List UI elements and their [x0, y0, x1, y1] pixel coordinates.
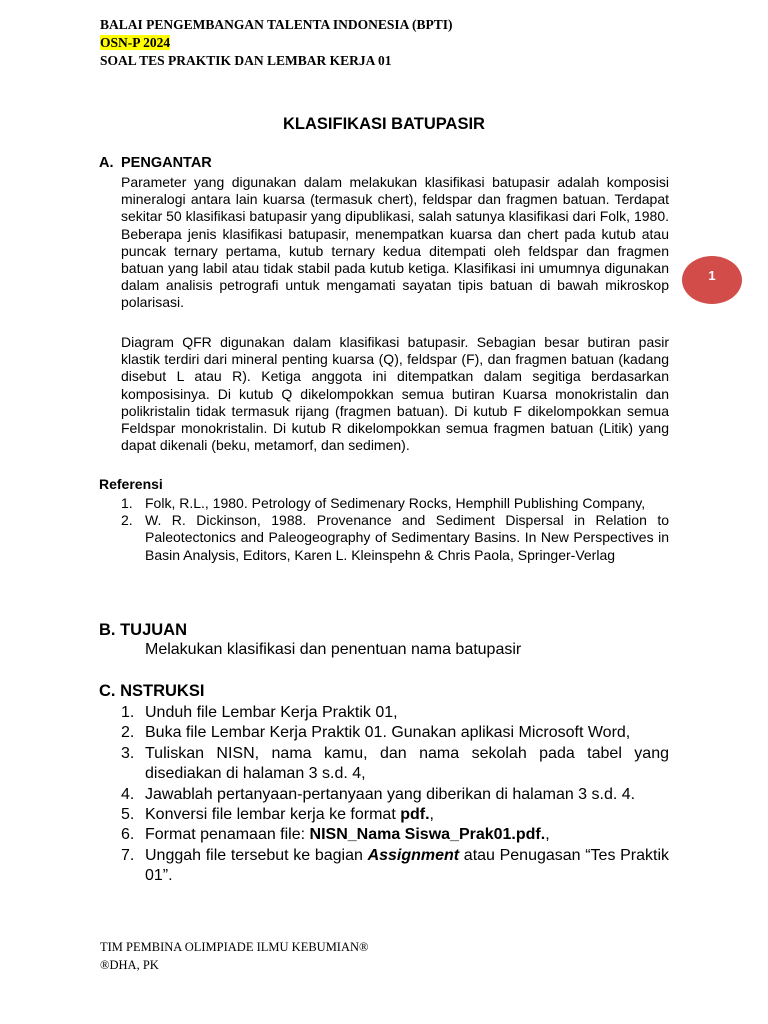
section-b-heading: B. TUJUAN	[99, 621, 188, 639]
instruction-text: Unggah file tersebut ke bagian	[145, 846, 368, 864]
instruction-number: 1.	[121, 704, 135, 721]
instructions-list	[121, 703, 669, 887]
instruction-number: 2.	[121, 724, 135, 742]
footer-authors: ®DHA, PK	[100, 958, 159, 972]
instruction-text-end: ,	[545, 826, 550, 844]
instruction-text-end: atau Penugasan “Tes Praktik 01”.	[145, 846, 670, 885]
instruction-text-end: ,	[429, 806, 434, 824]
instruction-text: Konversi file lembar kerja ke format	[145, 806, 401, 824]
section-a-heading	[99, 155, 212, 171]
instruction-number: 6.	[121, 826, 135, 844]
reference-text: W. R. Dickinson, 1988. Provenance and Sediment Dispersal in Relation to Paleotectonics and Paleogeography of Sedimentary Basins. In New Perspectives in Basin Analysis, Editors, Karen L. Kleinspehn & Chris Paola, Springer-Verlag	[145, 512, 669, 563]
instruction-emphasis: Assignment	[367, 846, 460, 864]
instruction-number: 5.	[121, 806, 135, 824]
page-number-badge[interactable]: 1	[682, 256, 742, 304]
instruction-item	[121, 744, 669, 785]
instruction-number: 4.	[121, 785, 135, 803]
intro-paragraph-1: Parameter yang digunakan dalam melakukan klasifikasi batupasir adalah komposisi mineralogi antara lain kuarsa (termasuk chert), feldspar dan fragmen batuan. Terdapat sekitar 50 klasifikasi batupasir yang dipublikasi, salah satunya klasifikasi dari Folk, 1980. Beberapa jenis klasifikasi batupasir, menempatkan kuarsa dan chert pada kutub atau puncak ternary pertama, kutub ternary kedua ditempati oleh feldspar dan fragmen batuan yang labil atau tidak stabil pada kutub ketiga. Klasifikasi ini umumnya digunakan dalam analisis petrografi untuk mengamati sayatan tipis batuan di bawah mikroskop polarisasi.	[121, 174, 669, 311]
references-list	[121, 495, 669, 564]
instruction-text: Jawablah pertanyaan-pertanyaan yang diberikan di halaman 3 s.d. 4.	[145, 785, 636, 803]
section-c-heading: C. NSTRUKSI	[99, 682, 205, 700]
document-title: KLASIFIKASI BATUPASIR	[283, 115, 485, 133]
reference-item	[121, 495, 669, 512]
reference-item	[121, 512, 669, 564]
instruction-text: Unduh file Lembar Kerja Praktik 01,	[145, 704, 398, 721]
instruction-item	[121, 805, 669, 825]
instruction-item	[121, 825, 669, 845]
instruction-text: Tuliskan NISN, nama kamu, dan nama sekolah pada tabel yang disediakan di halaman 3 s.d. 4,	[145, 744, 669, 783]
footer-team: TIM PEMBINA OLIMPIADE ILMU KEBUMIAN®	[100, 940, 369, 954]
objective-text: Melakukan klasifikasi dan penentuan nama batupasir	[145, 641, 522, 658]
page-header	[100, 16, 453, 70]
section-a-letter: A.	[99, 155, 114, 171]
header-event-highlight: OSN-P 2024	[100, 35, 171, 50]
reference-number: 1.	[121, 495, 133, 511]
instruction-text: Buka file Lembar Kerja Praktik 01. Gunakan aplikasi Microsoft Word,	[145, 724, 631, 742]
header-subtitle: SOAL TES PRAKTIK DAN LEMBAR KERJA 01	[100, 53, 392, 68]
page-footer	[100, 938, 369, 974]
instruction-number: 7.	[121, 846, 135, 864]
intro-paragraph-2: Diagram QFR digunakan dalam klasifikasi batupasir. Sebagian besar butiran pasir klastik terdiri dari mineral penting kuarsa (Q), feldspar (F), dan fragmen batuan (kadang disebut L atau R). Ketiga anggota ini ditempatkan dalam segitiga berdasarkan komposisinya. Di kutub Q dikelompokkan semua butiran Kuarsa monokristalin dan polikristalin tidak termasuk rijang (fragmen batuan). Di kutub F dikelompokkan semua Feldspar monokristalin. Di kutub R dikelompokkan semua fragmen batuan (Litik) yang dapat dikenali (beku, metamorf, dan sedimen).	[121, 334, 669, 454]
instruction-item	[121, 846, 669, 887]
section-a-title: PENGANTAR	[121, 155, 212, 171]
references-heading: Referensi	[99, 476, 163, 492]
instruction-item	[121, 703, 669, 723]
reference-number: 2.	[121, 512, 133, 529]
instruction-item	[121, 785, 669, 805]
instruction-emphasis: pdf.	[400, 806, 430, 824]
instruction-number: 3.	[121, 744, 135, 762]
instruction-emphasis: NISN_Nama Siswa_Prak01.pdf.	[309, 826, 546, 844]
instruction-text: Format penamaan file:	[145, 826, 310, 844]
header-institution: BALAI PENGEMBANGAN TALENTA INDONESIA (BPTI)	[100, 17, 453, 32]
instruction-item	[121, 723, 669, 743]
reference-text: Folk, R.L., 1980. Petrology of Sedimenary Rocks, Hemphill Publishing Company,	[145, 495, 646, 511]
